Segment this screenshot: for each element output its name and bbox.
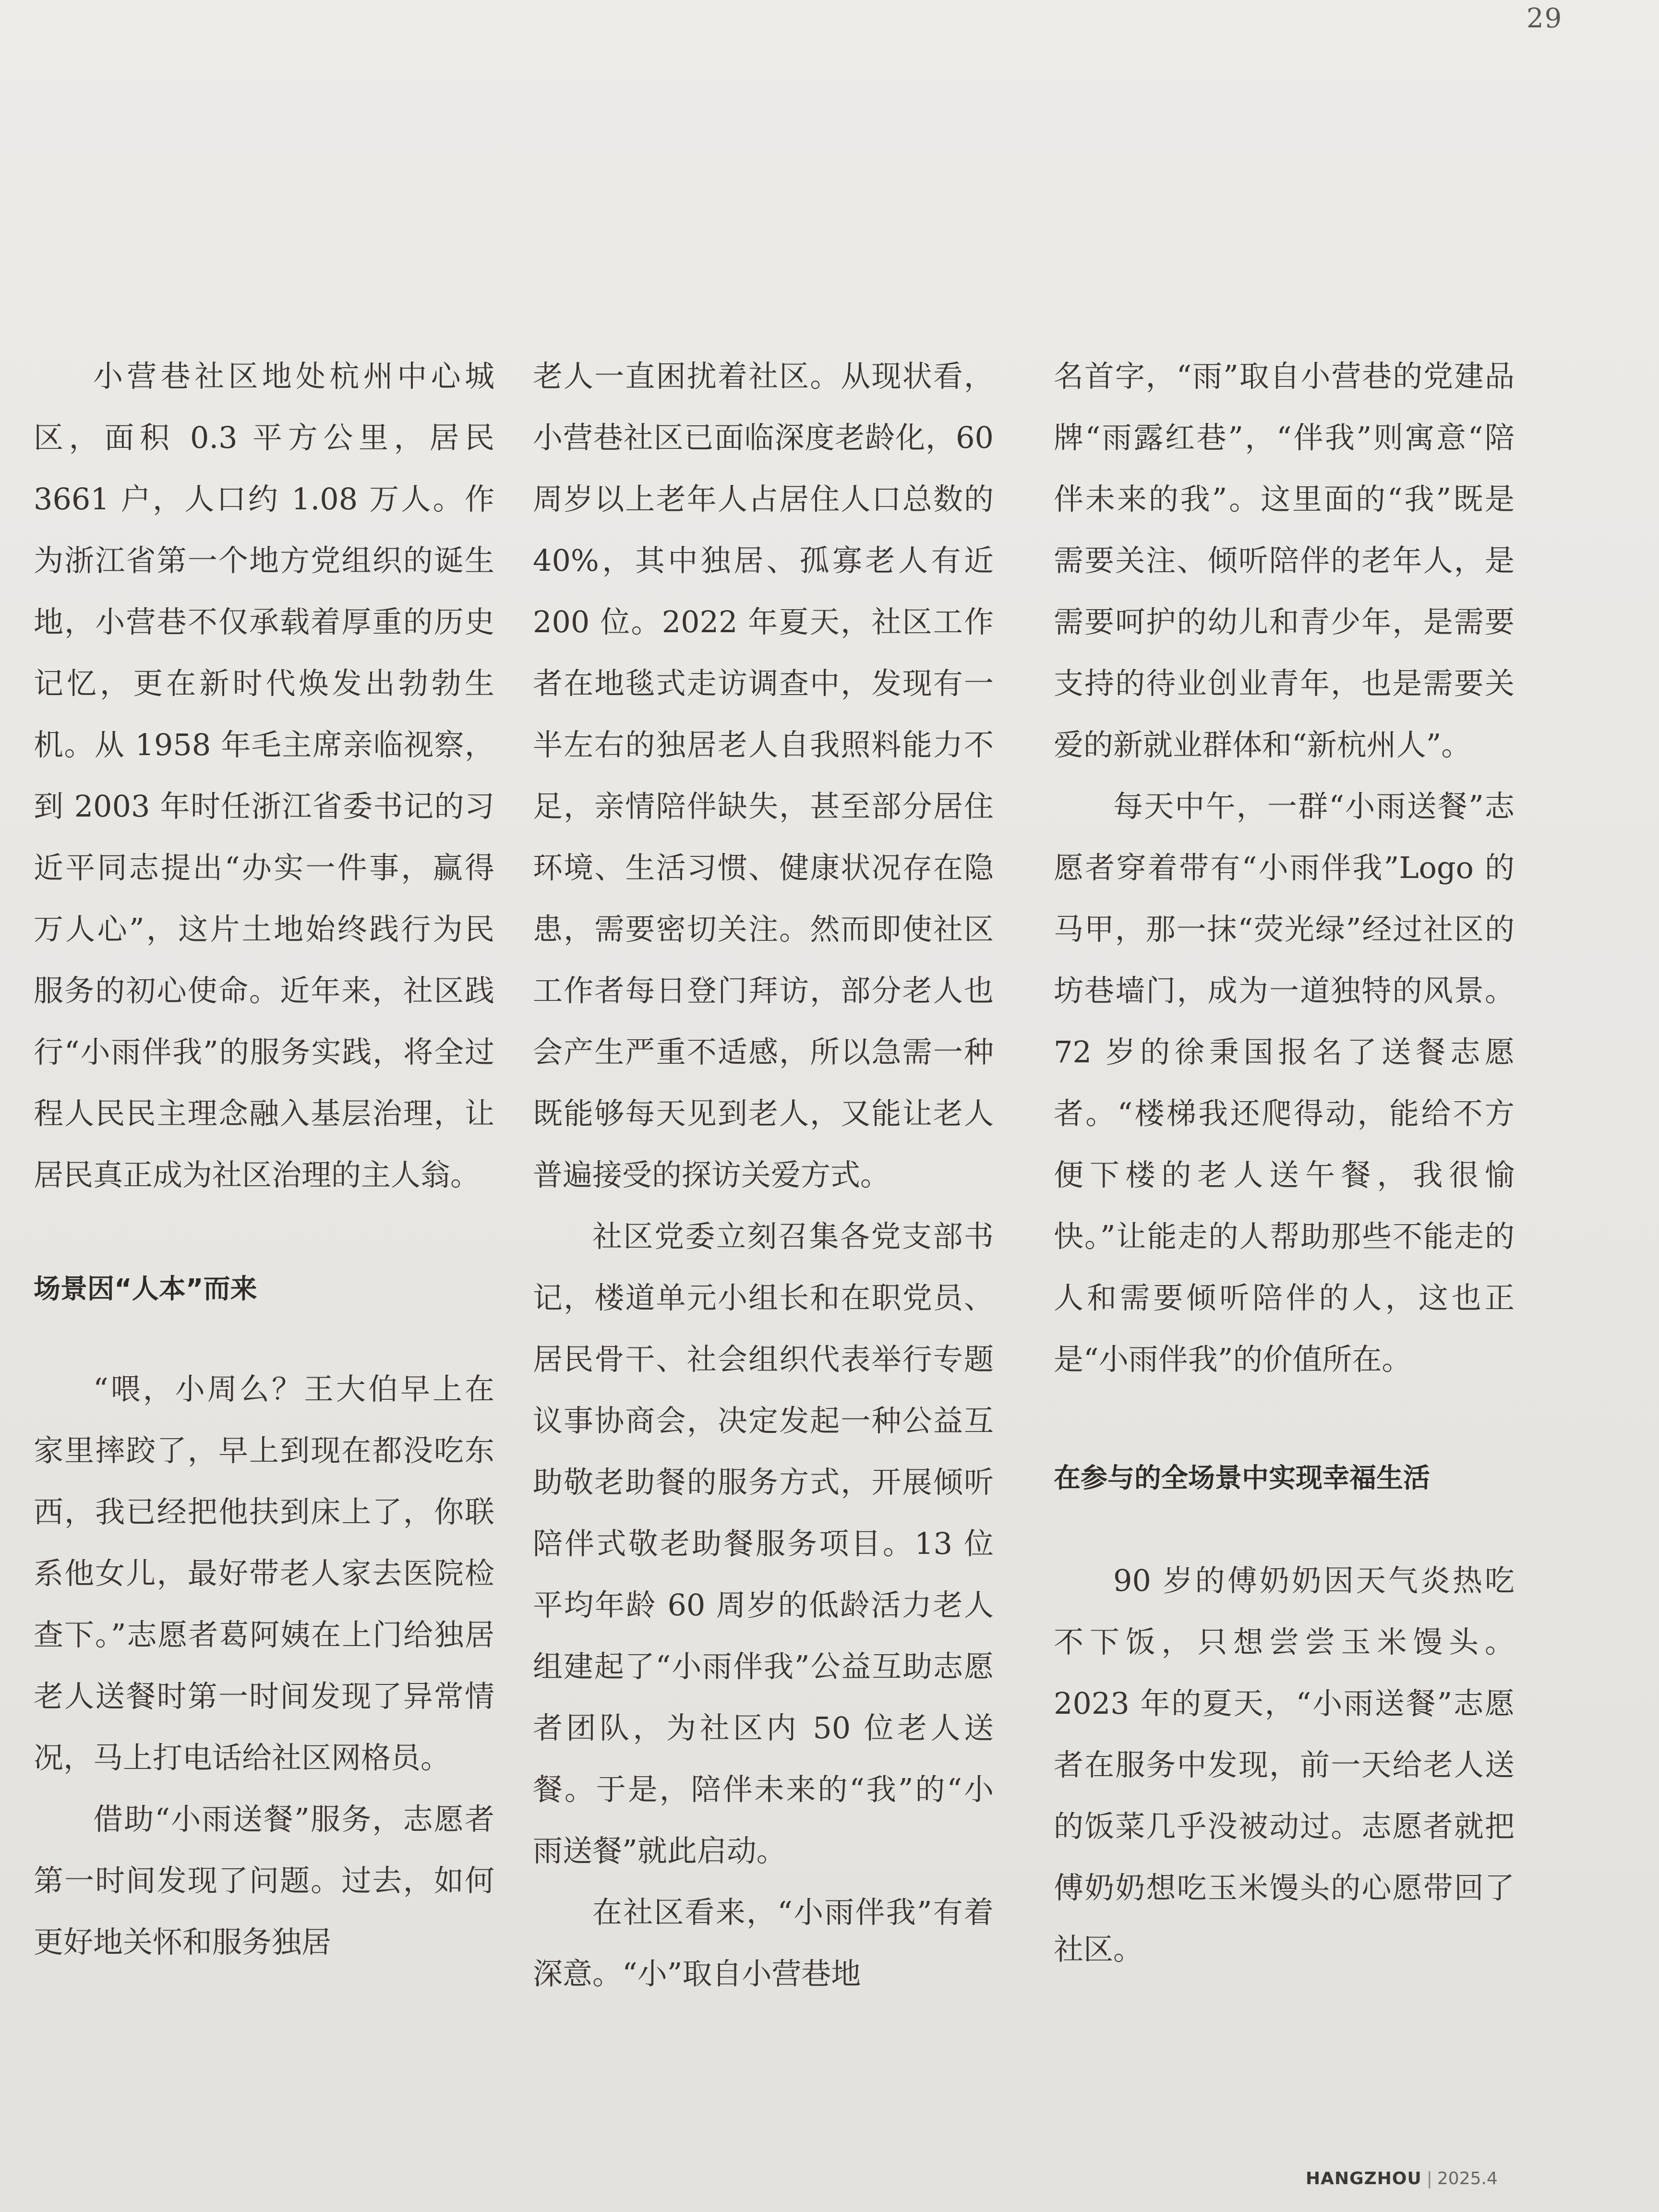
page-footer xyxy=(1306,2169,1498,2188)
paragraph: 在社区看来，“小雨伴我”有着深意。“小”取自小营巷地 xyxy=(533,1895,994,1991)
footer-issue: 2025.4 xyxy=(1437,2169,1498,2188)
paragraph: “喂，小周么？王大伯早上在家里摔跤了，早上到现在都没吃东西，我已经把他扶到床上了，你联系他女儿，最好带老人家去医院检查下。”志愿者葛阿姨在上门给独居老人送餐时第一时间发现了异常情况，马上打电话给社区网格员。 xyxy=(34,1371,494,1775)
paragraph: 90 岁的傅奶奶因天气炎热吃不下饭，只想尝尝玉米馒头。2023 年的夏天，“小雨送餐”志愿者在服务中发现，前一天给老人送的饭菜几乎没被动过。志愿者就把傅奶奶想吃玉米馒头的心愿带回了社区。 xyxy=(1054,1563,1515,1967)
text-column-3 xyxy=(1054,346,1515,1980)
text-column-1 xyxy=(34,346,494,1973)
paragraph: 名首字，“雨”取自小营巷的党建品牌“雨露红巷”，“伴我”则寓意“陪伴未来的我”。这里面的“我”既是需要关注、倾听陪伴的老年人，是需要呵护的幼儿和青少年，是需要支持的待业创业青年，也是需要关爱的新就业群体和“新杭州人”。 xyxy=(1054,359,1515,762)
paragraph: 老人一直困扰着社区。从现状看，小营巷社区已面临深度老龄化，60 周岁以上老年人占居住人口总数的 40%，其中独居、孤寡老人有近 200 位。2022 年夏天，社区工作者在地毯式走访调查中，发现有一半左右的独居老人自我照料能力不足，亲情陪伴缺失，甚至部分居住环境、生活习惯、健康状况存在隐患，需要密切关注。然而即使社区工作者每日登门拜访，部分老人也会产生严重不适感，所以急需一种既能够每天见到老人，又能让老人普遍接受的探访关爱方式。 xyxy=(533,359,994,1192)
page-number: 29 xyxy=(1527,3,1563,34)
footer-separator: | xyxy=(1426,2169,1432,2188)
paragraph: 社区党委立刻召集各党支部书记，楼道单元小组长和在职党员、居民骨干、社会组织代表举行专题议事协商会，决定发起一种公益互助敬老助餐的服务方式，开展倾听陪伴式敬老助餐服务项目。13 位平均年龄 60 周岁的低龄活力老人组建起了“小雨伴我”公益互助志愿者团队，为社区内 50 位老人送餐。于是，陪伴未来的“我”的“小雨送餐”就此启动。 xyxy=(533,1219,994,1868)
paragraph: 每天中午，一群“小雨送餐”志愿者穿着带有“小雨伴我”Logo 的马甲，那一抹“荧光绿”经过社区的坊巷墙门，成为一道独特的风景。72 岁的徐秉国报名了送餐志愿者。“楼梯我还爬得动，能给不方便下楼的老人送午餐，我很愉快。”让能走的人帮助那些不能走的人和需要倾听陪伴的人，这也正是“小雨伴我”的价值所在。 xyxy=(1054,789,1515,1377)
paragraph: 借助“小雨送餐”服务，志愿者第一时间发现了问题。过去，如何更好地关怀和服务独居 xyxy=(34,1802,494,1960)
text-column-2 xyxy=(533,346,994,2005)
section-heading: 在参与的全场景中实现幸福生活 xyxy=(1054,1463,1430,1494)
footer-brand: HANGZHOU xyxy=(1306,2169,1422,2188)
section-heading: 场景因“人本”而来 xyxy=(34,1274,257,1305)
paragraph: 小营巷社区地处杭州中心城区，面积 0.3 平方公里，居民 3661 户，人口约 1.08 万人。作为浙江省第一个地方党组织的诞生地，小营巷不仅承载着厚重的历史记忆，更在新时代焕发出勃勃生机。从 1958 年毛主席亲临视察，到 2003 年时任浙江省委书记的习近平同志提出“办实一件事，赢得万人心”，这片土地始终践行为民服务的初心使命。近年来，社区践行“小雨伴我”的服务实践，将全过程人民民主理念融入基层治理，让居民真正成为社区治理的主人翁。 xyxy=(34,359,494,1192)
